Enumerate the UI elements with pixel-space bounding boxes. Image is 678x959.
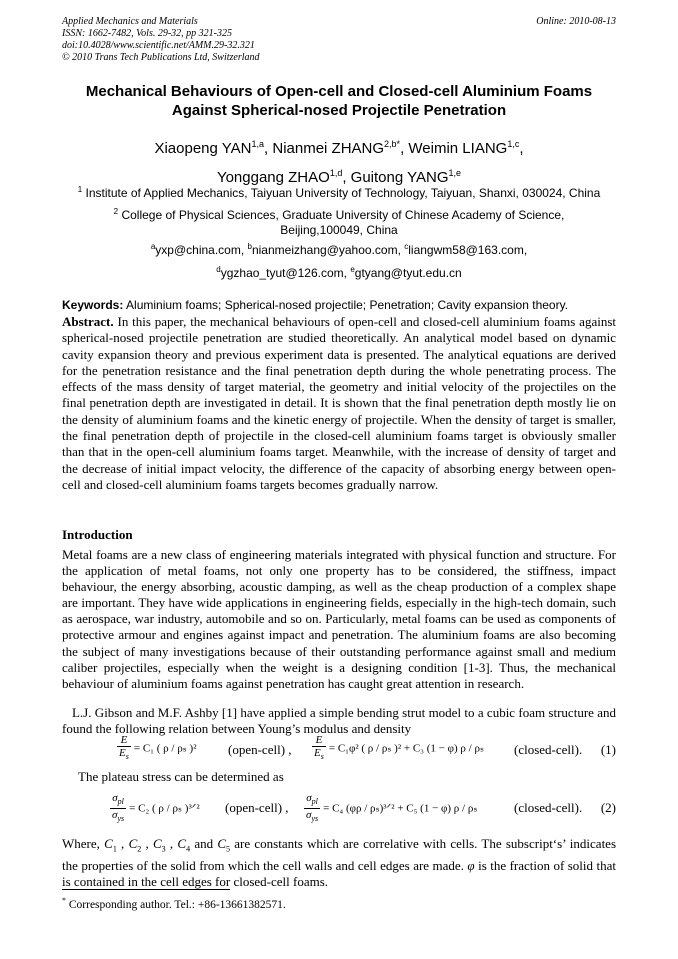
- eq2-rhs1: = C₂ ( ρ / ρₛ )³ᐟ²: [129, 802, 200, 815]
- footnote-sup: *: [62, 896, 66, 905]
- const-c: C: [177, 836, 187, 851]
- eq2-label-open: (open-cell) ,: [225, 800, 289, 815]
- const-sub: 4: [186, 844, 191, 854]
- const-c: C: [104, 836, 113, 851]
- affiliation-2: [62, 204, 616, 238]
- email-address: ygzhao_tyut@126.com,: [220, 266, 351, 280]
- issn: ISSN: 1662-7482, Vols. 29-32, pp 321-325: [62, 28, 232, 39]
- author-name: Nianmei ZHANG: [272, 140, 385, 157]
- paper-title: [62, 82, 616, 120]
- intro-paragraph-1: Metal foams are a new class of engineering materials integrated with physical function and structure. For the application of metal foams, not only one property has to be considered, the stiffness, impact behaviour, the energy absorbing, acoustic damping, as well as the cheap production of a complex shape are important. They have wide applications in engineering fields, especially in the high-tech domain, such as aerospace, war industry, automobile and so on. Particularly, metal foams can be used as components of protective armour and engines against impact and penetration. The aluminium foams are also becoming the subject of many investigations because of their outstanding performance against small and medium caliber projectiles, especially when the weight is a designing condition [1-3]. Thus, the mechanical behaviour of aluminium foams against penetration has caught great attention in research.: [62, 547, 616, 691]
- author-sup: 1,d: [329, 168, 343, 178]
- abstract: [62, 314, 616, 493]
- eq2-lhs1: $\frac{\sigma_{pl}}{\sigma_{ys}}$: [112, 792, 125, 824]
- journal-header: [62, 16, 616, 64]
- online-date: Online: 2010-08-13: [536, 16, 616, 27]
- abstract-label: Abstract.: [62, 314, 114, 329]
- eq1-rhs1: = C₁ ( ρ / ρₛ )²: [133, 742, 197, 755]
- p3-text: Where,: [62, 836, 105, 851]
- email-address: liangwm58@163.com,: [408, 243, 528, 257]
- intro-paragraph-2: [62, 705, 616, 737]
- const-sub: 2: [137, 844, 142, 854]
- const-sub: 1: [112, 844, 117, 854]
- eq1-label-open: (open-cell) ,: [228, 742, 292, 757]
- keywords: [62, 298, 616, 313]
- journal-name: Applied Mechanics and Materials: [62, 16, 198, 27]
- author-name: Guitong YANG: [350, 169, 449, 186]
- abstract-text: In this paper, the mechanical behaviours of open-cell and closed-cell aluminium foams against spherical-nosed projectile penetration are studied theoretically. An analytical model based on dynamic cavity expansion theory and previous experiment data is presented. The analytical equations are derived for the penetration resistance and the final penetration depth during the whole penetrating process. The effects of the mass density of target material, the geometry and initial velocity of the projectiles on the final penetration depth are investigated in detail. It is shown that the final penetration depth mostly lie on the density of aluminium foams and the kinetic energy of projectile. When the density of target is smaller, the final penetration depth of projectile in the closed-cell aluminium foams target is obviously smaller than that in the open-cell aluminium foams target. Meanwhile, with the increase of density of target and the decrease of initial impact velocity, the difference of the capacity of absorbing energy between open-cell and closed-cell aluminium foams targets becomes gradually narrow.: [62, 314, 616, 492]
- const-c: C: [152, 836, 162, 851]
- affiliation-sup: 2: [113, 207, 119, 216]
- plateau-text: The plateau stress can be determined as: [78, 769, 284, 784]
- p3-text: are constants which are correlative with cells. The subscript‘s’ indicates the properties of the solid from which the cell walls and cell edges are made.: [62, 836, 617, 873]
- footnote-divider: [62, 889, 230, 890]
- const-sub: 5: [226, 844, 231, 854]
- eq2-label-closed: (closed-cell).: [514, 800, 583, 815]
- author-name: Xiaopeng YAN: [154, 140, 252, 157]
- email-line-2: [62, 262, 616, 281]
- email-sup: a: [150, 242, 156, 251]
- const-c: C: [128, 836, 138, 851]
- eq2-rhs2: = C₄ (φρ / ρₛ)³ᐟ² + C₅ (1 − φ) ρ / ρₛ: [323, 802, 478, 815]
- doi: doi:10.4028/www.scientific.net/AMM.29-32.321: [62, 40, 255, 51]
- section-heading-introduction: Introduction: [62, 527, 133, 542]
- title-line-2: Against Spherical-nosed Projectile Penetration: [171, 102, 507, 119]
- affiliation-text-2: Beijing,100049, China: [280, 223, 398, 237]
- affiliation-sup: 1: [77, 185, 83, 194]
- author-sup: 2,b*: [384, 139, 401, 149]
- intro-paragraph-3: Where, $C_1$ , $C_2$ , $C_3$ , $C_4$ and $C_5$ are constants which are correlative with cells. The subscript‘s’ indicates the properties of the solid from which the cell walls and cell edges are made. φ is the fraction of solid that is contained in the cell edges for closed-cell foams.: [62, 836, 617, 889]
- intro-paragraph-2-text: L.J. Gibson and M.F. Ashby [1] have applied a simple bending strut model to a cubic foam structure and found the following relation between Young’s modulus and density: [62, 705, 617, 736]
- title-line-1: Mechanical Behaviours of Open-cell and Closed-cell Aluminium Foams: [85, 83, 593, 100]
- keywords-text: Aluminium foams; Spherical-nosed projectile; Penetration; Cavity expansion theory.: [126, 298, 569, 312]
- eq1-lhs2: $\frac{E}{E_s}$: [314, 734, 324, 762]
- email-line-1: [62, 239, 616, 258]
- email-address: nianmeizhang@yahoo.com,: [251, 243, 405, 257]
- email-sup: d: [216, 265, 221, 274]
- const-sub: 3: [161, 844, 166, 854]
- author-sup: 1,e: [448, 168, 462, 178]
- p3-text: is the fraction of solid that is contained in the cell edges for closed-cell foams.: [62, 857, 616, 889]
- p3-text: and: [190, 836, 218, 851]
- email-sup: b: [247, 242, 252, 251]
- authors-line-1: [62, 132, 616, 161]
- eq1-label-closed: (closed-cell).: [514, 742, 583, 757]
- author-name: Yonggang ZHAO: [216, 169, 330, 186]
- author-sep: ,: [400, 140, 409, 157]
- footnote: [62, 896, 286, 911]
- equation-1: [62, 734, 616, 768]
- author-sup: 1,c: [507, 139, 520, 149]
- email-address: gtyang@tyut.edu.cn: [354, 266, 462, 280]
- eq2-lhs2: $\frac{\sigma_{pl}}{\sigma_{ys}}$: [306, 792, 319, 824]
- eq1-lhs1: $\frac{E}{E_s}$: [119, 734, 129, 762]
- author-sup: 1,a: [251, 139, 265, 149]
- eq2-number: (2): [600, 800, 616, 815]
- eq1-number: (1): [600, 742, 616, 757]
- equation-2: [62, 792, 616, 826]
- phi-symbol: φ: [467, 857, 475, 873]
- const-c: C: [217, 836, 227, 851]
- author-sep: ,: [342, 169, 351, 186]
- email-sup: c: [404, 242, 409, 251]
- author-sep: ,: [519, 140, 524, 157]
- email-sup: e: [350, 265, 355, 274]
- affiliation-1: [62, 182, 616, 201]
- affiliation-text: College of Physical Sciences, Graduate University of Chinese Academy of Science,: [121, 208, 565, 222]
- eq1-rhs2: = C₁φ² ( ρ / ρₛ )² + C₃ (1 − φ) ρ / ρₛ: [328, 742, 485, 755]
- email-address: yxp@china.com,: [155, 243, 248, 257]
- footnote-text: Corresponding author. Tel.: +86-13661382571.: [68, 898, 286, 911]
- author-sep: ,: [264, 140, 273, 157]
- author-name: Weimin LIANG: [408, 140, 508, 157]
- affiliation-text: Institute of Applied Mechanics, Taiyuan University of Technology, Taiyuan, Shanxi, 030024, China: [85, 186, 601, 200]
- keywords-label: Keywords:: [62, 298, 124, 312]
- copyright: © 2010 Trans Tech Publications Ltd, Switzerland: [62, 52, 260, 63]
